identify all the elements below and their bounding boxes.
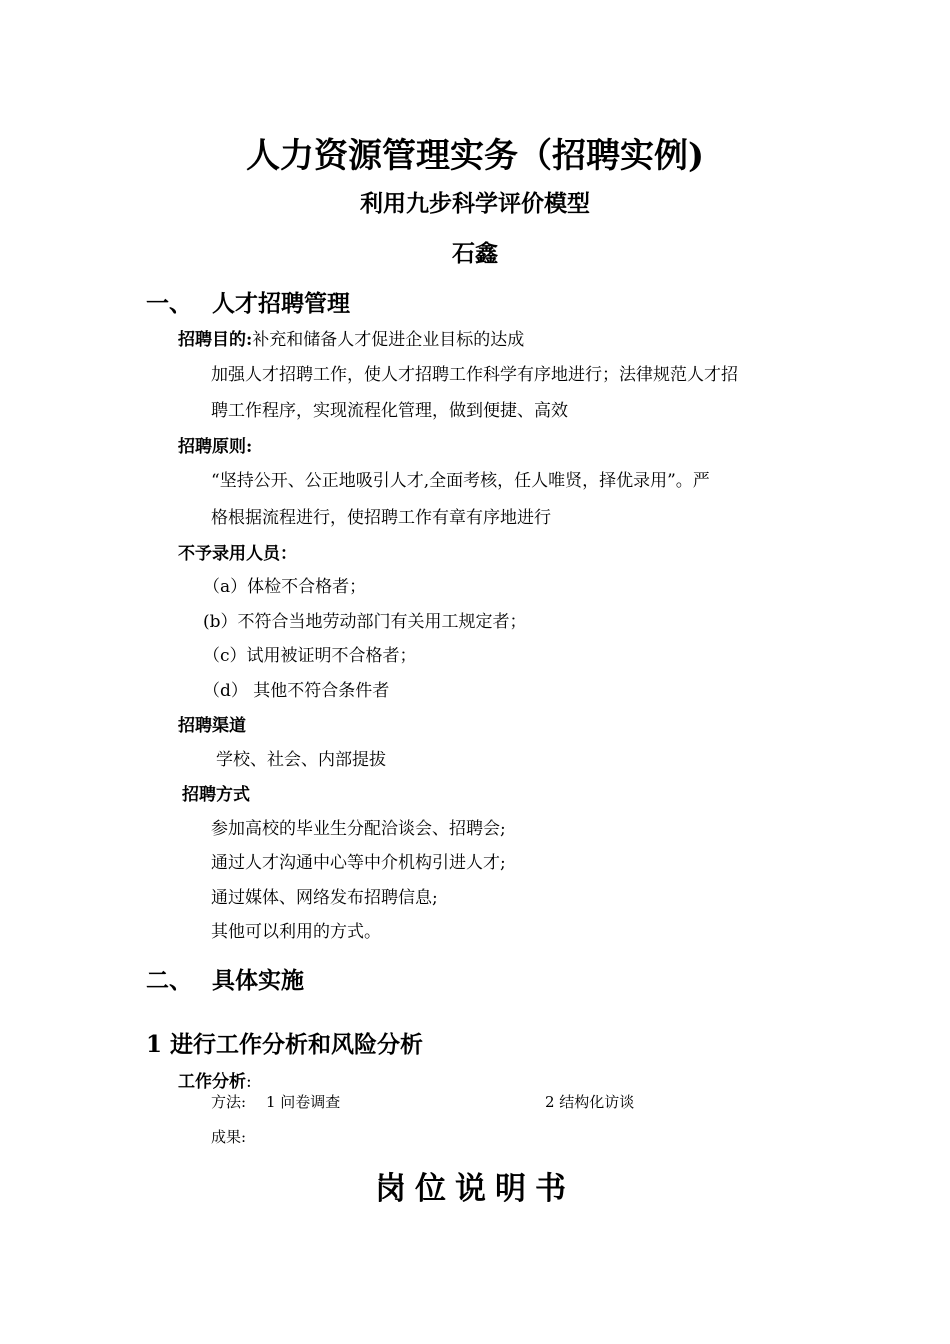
reject-item: （d） 其他不符合条件者 <box>203 681 390 701</box>
purpose-line-1: 加强人才招聘工作，使人才招聘工作科学有序地进行；法律规范人才招 <box>211 365 738 385</box>
purpose-label: 招聘目的: <box>178 330 253 350</box>
analysis-label: 工作分析 <box>178 1072 246 1092</box>
subsection-heading: 1 进行工作分析和风险分析 <box>146 1031 424 1058</box>
channel-label: 招聘渠道 <box>178 716 246 736</box>
method-interview: 2 结构化访谈 <box>545 1093 635 1111</box>
section-heading-1 <box>146 285 350 318</box>
purpose-text: 补充和储备人才促进企业目标的达成 <box>252 330 525 350</box>
section-heading-2 <box>146 962 304 995</box>
method-item: 其他可以利用的方式。 <box>211 922 381 942</box>
author-name: 石鑫 <box>452 240 498 267</box>
method-item: 参加高校的毕业生分配洽谈会、招聘会; <box>211 819 506 839</box>
reject-item: (b）不符合当地劳动部门有关用工规定者； <box>203 612 527 632</box>
page-title: 人力资源管理实务（招聘实例) <box>245 136 705 176</box>
reject-item: （a）体检不合格者； <box>203 577 367 597</box>
purpose-line-2: 聘工作程序，实现流程化管理，做到便捷、高效 <box>211 401 568 421</box>
page-subtitle: 利用九步科学评价模型 <box>360 190 590 217</box>
channel-text: 学校、社会、内部提拔 <box>216 750 386 770</box>
section-number: 二、 <box>146 967 192 994</box>
method-item: 通过人才沟通中心等中介机构引进人才; <box>211 853 506 873</box>
analysis-colon: : <box>246 1072 252 1092</box>
purpose-row <box>178 325 524 350</box>
principle-line-2: 格根据流程进行，使招聘工作有章有序地进行 <box>211 508 551 528</box>
principle-line-1: “坚持公开、公正地吸引人才,全面考核，任人唯贤，择优录用”。严 <box>211 471 710 491</box>
job-description-title: 岗位说明书 <box>375 1171 575 1207</box>
section-title: 人才招聘管理 <box>212 290 350 317</box>
method-label: 招聘方式 <box>182 785 250 805</box>
section-number: 一、 <box>146 290 192 317</box>
principle-label: 招聘原则: <box>178 437 253 457</box>
reject-label: 不予录用人员： <box>178 544 297 564</box>
method-item: 通过媒体、网络发布招聘信息; <box>211 888 438 908</box>
method-prefix: 方法: <box>211 1093 247 1111</box>
reject-item: （c）试用被证明不合格者； <box>203 646 417 666</box>
section-title: 具体实施 <box>212 967 304 994</box>
method-questionnaire: 1 问卷调查 <box>266 1093 341 1111</box>
result-label: 成果: <box>211 1128 247 1146</box>
analysis-row <box>178 1067 252 1092</box>
